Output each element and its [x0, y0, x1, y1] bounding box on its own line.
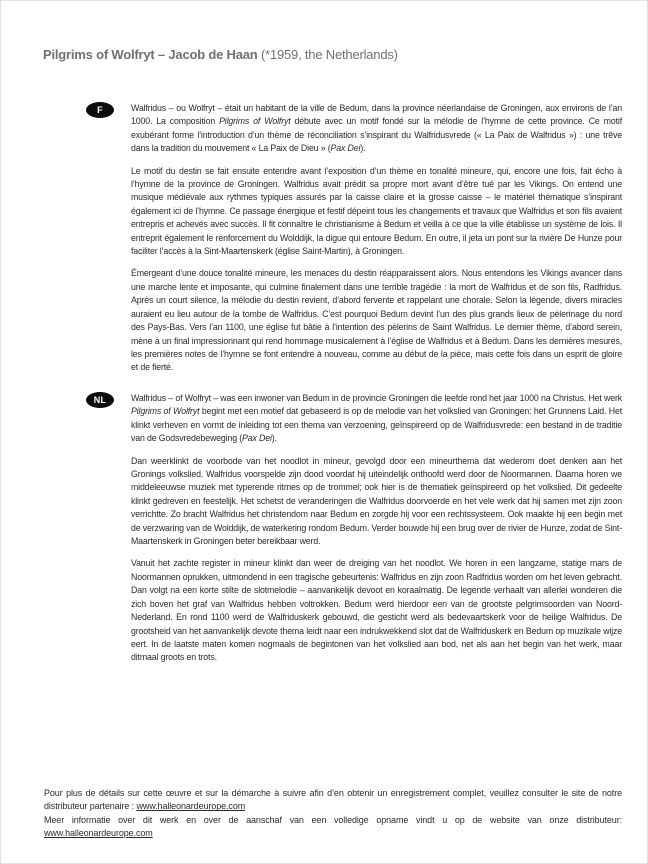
paragraph: [131, 267, 622, 374]
footer-note-fr: [44, 787, 622, 814]
paragraph: [131, 102, 622, 156]
title-work-and-composer: Pilgrims of Wolfryt – Jacob de Haan: [43, 47, 258, 62]
section-french: [86, 102, 622, 375]
text-segment: Dan weerklinkt de voorbode van het noodlot in mineur, gevolgd door een mineurthema dat wederom doet denken aan het Gronings volkslied. Walfridus voorspelde zijn dood voordat hij uiteindelijk onthoofd werd door de Noormannen. Daarna horen we middeleeuwse muziek met typerende ritmes op de trommel; ook hier is de thematiek geïnspireerd op het volkslied. Dit gedeelte klinkt gedreven en feestelijk. Het schetst de veranderingen die Walfridus doorvoerde en het vele werk dat hij samen met zijn zoon verrichtte. Zo bracht Walfridus het christendom naar Bedum en zorgde hij voor een rechtssysteem. Ook maakte hij een begin met de verzwaring van de Wolddijk, de waterkering rondom Bedum. Verder bouwde hij een brug over de rivier de Hunze, zodat de Sint-Maartenskerk in Groningen beter bereikbaar werd.: [131, 455, 622, 547]
dutch-program-notes: [131, 392, 622, 665]
language-badge-nl: NL: [86, 392, 114, 408]
text-segment: ).: [271, 433, 277, 444]
footer-text-nl: Meer informatie over dit werk en over de aanschaf van een volledige opname vindt u op de website van onze distributeur:: [44, 814, 622, 825]
footer: [44, 787, 622, 841]
italic-text-segment: Pax Dei: [242, 433, 272, 444]
text-segment: Walfridus – ou Wolfryt – était un habitant de la ville de Bedum, dans la province néerlandaise de Groningen, aux environs de l’an 1000. La composition: [131, 103, 622, 127]
text-segment: Le motif du destin se fait ensuite entendre avant l’exposition d’un thème en tonalité mineure, qui, encore une fois, fait écho à l’hymne de la province de Groningen. Walfridus avait prédit sa propre mort avant d’être tué par les Vikings. On entend une musique médiévale aux rythmes typiques assurés par la caisse claire et la grosse caisse – le matériel thématique s’inspirant également ici de l’hymne. Ce passage énergique et festif dépeint tous les changements et travaux que Walfridus et son fils avaient entrepris et achevés avec succès. Il fit connaître le christianisme à Bedum et veilla à ce que la ville établisse un système de lois. Il entreprit également le renforcement du Wolddijk, la digue qui entoure Bedum. En outre, il jeta un pont sur la rivière De Hunze pour faciliter l’accès à la Sint-Maartenskerk (église Saint-Martin), à Groningen.: [131, 165, 622, 257]
text-segment: Walfridus – of Wolfryt – was een inwoner van Bedum in de provincie Groningen die leefde rond het jaar 1000 na Christus. Het werk: [131, 393, 622, 403]
title-birthyear-country: (*1959, the Netherlands): [257, 47, 398, 62]
distributor-link-nl[interactable]: www.halleonardeurope.com: [44, 828, 153, 839]
french-program-notes: [131, 102, 622, 375]
text-segment: débute avec un motif fondé sur la mélodie de l’hymne de cette province. Ce motif exubérant forme l’introduction d’un thème de réconciliation s’inspirant du Walfridusvrede (« La Paix de Walfridus ») : une trêve dans la tradition du mouvement « La Paix de Dieu » (: [131, 116, 622, 154]
section-dutch: [86, 392, 622, 665]
footer-note-nl: [44, 814, 622, 841]
paragraph: [131, 557, 622, 664]
page-title: [43, 47, 398, 62]
italic-text-segment: Pax Dei: [330, 143, 361, 154]
footer-text-fr: Pour plus de détails sur cette œuvre et sur la démarche à suivre afin d’en obtenir un enregistrement complet, veuillez consulter le site de notre distributeur partenaire :: [44, 788, 622, 812]
text-segment: begint met een motief dat gebaseerd is op de melodie van het volkslied van Groningen: het Grunnens Laid. Het klinkt verheven en vormt de inleiding tot een thema van verzoening, geïnspireerd op de Walfridusvrede: een bestand in de traditie van de Godsvredebeweging (: [131, 406, 622, 444]
paragraph: [131, 455, 622, 549]
distributor-link-fr[interactable]: www.halleonardeurope.com: [136, 801, 246, 812]
paragraph: [131, 392, 622, 446]
italic-text-segment: Pilgrims of Wolfryt: [131, 406, 200, 417]
paragraph: [131, 165, 622, 259]
text-segment: ).: [360, 143, 366, 154]
text-segment: Vanuit het zachte register in mineur klinkt dan weer de dreiging van het noodlot. We horen in een langzame, statige mars de Noormannen oprukken, uitmondend in een tragische gebeurtenis: Walfridus en zijn zoon Radfridus worden om het leven gebracht. Dan volgt na een korte stilte de slotmelodie – aanvankelijk devoot en koraalmatig. De legende verhaalt van allerlei wonderen die zich boven het graf van Walfridus hebben voltrokken. Bedum werd hierdoor een van de grootste pelgrimsoorden van Noord-Nederland. En rond 1100 werd de Walfriduskerk gebouwd, die gesticht werd als bedevaartskerk voor de heilige Walfridus. De grootsheid van het aanvankelijk devote thema leidt naar een indrukwekkend slot dat de Walfriduskerk en Bedum op muzikale wijze eert. In de laatste maten komen nogmaals de begintonen van het volkslied aan bod, net als aan het begin van het werk, maar ditmaal groots en trots.: [131, 558, 622, 663]
italic-text-segment: Pilgrims of Wolfryt: [219, 116, 291, 127]
language-badge-f: F: [86, 102, 114, 118]
text-segment: Émergeant d’une douce tonalité mineure, les menaces du destin réapparaissent alors. Nous entendons les Vikings avancer dans une marche lente et imposante, qui culmine finalement dans une terrible tragédie : la mort de Walfridus et de son fils, Radfridus. Après un court silence, la mélodie du destin revient, d’abord fervente et rappelant une chorale. Selon la légende, divers miracles auraient eu lieu autour de la tombe de Walfridus. C’est pourquoi Bedum devint l’un des plus grands lieux de pèlerinage du nord des Pays-Bas. Vers l’an 1100, une église fut bâtie à l’intention des pèlerins de Saint Walfridus. Le dernier thème, d’abord serein, mène à un final impressionnant qui rend hommage musicalement à l’église de Walfridus et à Bedum. Dans les dernières mesures, les premières notes de l’hymne se font entendre à nouveau, comme au début de la pièce, mais cette fois dans un esprit de gloire et de fierté.: [131, 268, 622, 373]
